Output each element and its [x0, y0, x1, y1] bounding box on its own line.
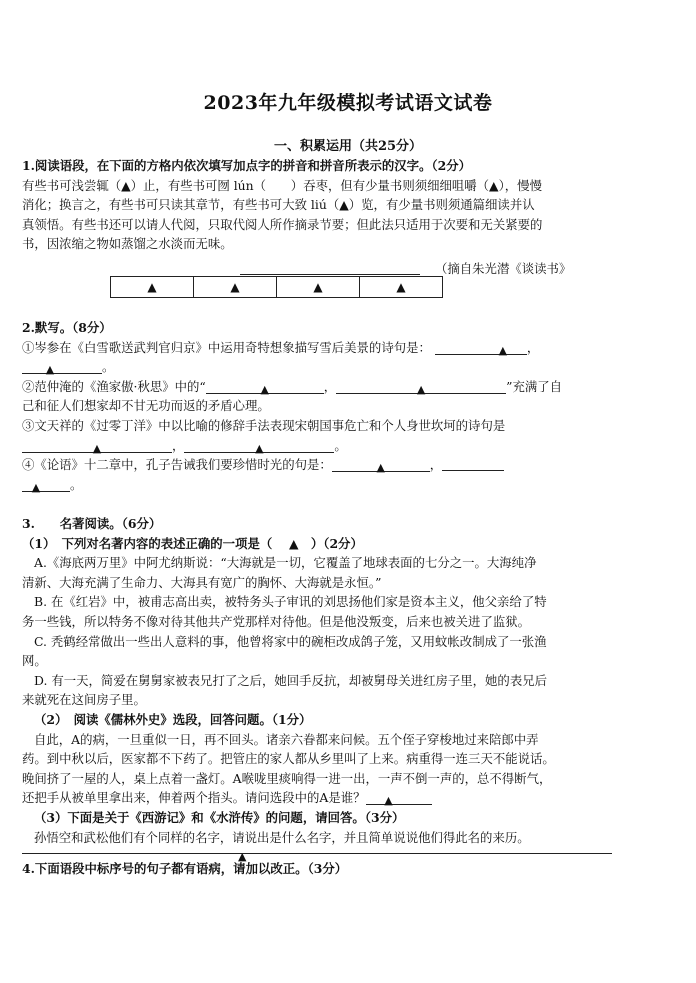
q3-passage-line-2: 药。到中秋以后，医家都不下药了。把管庄的家人都从乡里叫了上来。病重得一连三天不能说话。 — [22, 751, 555, 767]
q2-item-4-cont: ▲ 。 — [22, 475, 672, 495]
answer-rule — [22, 853, 612, 854]
answer-blank[interactable]: ▲ — [336, 379, 506, 394]
answer-blank[interactable]: ▲ — [332, 457, 430, 472]
answer-blank[interactable]: ▲ — [22, 359, 102, 374]
q3-option-a-cont: 清新、大海充满了生命力、大海具有宽广的胸怀、大海就是永恒。” — [22, 574, 382, 590]
question-4 — [22, 859, 672, 879]
q3-option-a: A.《海底两万里》中阿尤纳斯说：“大海就是一切，它覆盖了地球表面的七分之一。大海纯净 — [34, 555, 537, 571]
answer-blank[interactable]: ▲ — [22, 477, 70, 492]
q1-line-2: 消化；换言之，有些书可只读其章节，有些书可大致 liú（▲）览，有少量书则须通篇细读并认 — [22, 197, 535, 213]
answer-blank[interactable]: ▲ — [206, 379, 324, 394]
answer-blank[interactable]: ▲ — [22, 438, 172, 453]
q3-option-d-cont: 来就死在这间房子里。 — [22, 692, 146, 708]
exam-title: 2023年九年级模拟考试语文试卷 — [203, 92, 493, 114]
q2-item-1-text: ①岑参在《白雪歌送武判官归京》中运用奇特想象描写雪后美景的诗句是： — [22, 339, 431, 355]
question-1 — [22, 156, 672, 254]
q2-item-2-cont: 己和征人们想家却不甘无功而返的矛盾心理。 — [22, 398, 270, 414]
answer-cell[interactable]: ▲ — [194, 277, 277, 297]
question-2 — [22, 318, 672, 494]
q3-sub-1: （1） 下列对名著内容的表述正确的一项是（ ▲ ）（2分） — [22, 535, 363, 551]
q3-sub-3: （3）下面是关于《西游记》和《水浒传》的问题，请回答。（3分） — [34, 809, 405, 825]
q4-stem: 4.下面语段中标序号的句子都有语病，请加以改正。（3分） — [22, 861, 348, 876]
q3-option-c: C. 秃鹤经常做出一些出人意料的事，他曾将家中的碗柜改成鸽子笼，又用蚊帐改制成了一张渔 — [34, 633, 547, 649]
q1-source-rule — [240, 274, 420, 275]
q2-item-4: ④《论语》十二章中，孔子告诫我们要珍惜时光的句是： ▲ ， — [22, 455, 672, 475]
answer-blank[interactable]: ▲ — [435, 340, 527, 355]
section-heading: 一、积累运用（共25分） — [273, 139, 423, 154]
answer-cell[interactable]: ▲ — [277, 277, 360, 297]
q3-passage-line-3: 晚间挤了一屋的人，桌上点着一盏灯。A喉咙里痰响得一进一出，一声不倒一声的，总不得断气， — [22, 770, 552, 786]
q1-line-4: 书，因浓缩之物如蒸馏之水淡而无味。 — [22, 236, 233, 252]
q3-option-b-cont: 务一些钱，所以特务不像对待其他共产党那样对待他。但是他没叛变，后来也被关进了监狱。 — [22, 613, 531, 629]
q2-item-3: ③文天祥的《过零丁洋》中以比喻的修辞手法表现宋朝国事危亡和个人身世坎坷的诗句是 — [22, 417, 506, 433]
q1-stem: 1.阅读语段，在下面的方格内依次填写加点字的拼音和拼音所表示的汉字。（2分） — [22, 158, 472, 173]
q1-source: （摘自朱光潜《谈读书》 — [435, 261, 572, 276]
answer-blank[interactable] — [442, 456, 504, 471]
answer-grid — [110, 276, 443, 298]
answer-cell[interactable]: ▲ — [111, 277, 194, 297]
q3-stem: 3. 名著阅读。（6分） — [22, 516, 162, 531]
q2-item-2: ②范仲淹的《渔家傲·秋思》中的“ ▲ ， ▲ ”充满了自 — [22, 378, 563, 396]
q3-sub-2: （2） 阅读《儒林外史》选段，回答问题。（1分） — [34, 711, 312, 727]
q3-option-d: D. 有一天，简爱在舅舅家被表兄打了之后，她回手反抗，却被舅母关进红房子里，她的表兄后 — [34, 672, 547, 688]
q2-stem: 2.默写。（8分） — [22, 320, 112, 335]
answer-blank[interactable]: ▲ — [184, 438, 334, 453]
q3-option-c-cont: 网。 — [22, 653, 47, 669]
q2-item-1: ①岑参在《白雪歌送武判官归京》中运用奇特想象描写雪后美景的诗句是： ▲ ， — [22, 339, 540, 357]
q3-passage-line-1: 自此，A的病，一旦重似一日，再不回头。诸亲六眷都来问候。五个侄子穿梭地过来陪郎中弄 — [34, 731, 539, 747]
q2-item-3-blanks: ▲ ， ▲ 。 — [22, 436, 672, 456]
q1-line-3: 真领悟。有些书还可以请人代阅，只取代阅人所作摘录节要；但此法只适用于次要和无关紧要的 — [22, 216, 543, 232]
q1-line-1: 有些书可浅尝辄（▲）止，有些书可囫 lún（ ）吞枣，但有少量书则须细细咀嚼（▲），慢慢 — [22, 177, 542, 193]
answer-cell[interactable]: ▲ — [396, 280, 406, 294]
question-3 — [22, 514, 672, 865]
triangle-mark: ▲ — [238, 850, 247, 864]
answer-blank[interactable]: ▲ — [366, 790, 432, 805]
q3-passage-line-4: 还把手从被单里拿出来，伸着两个指头。请问选段中的A是谁？ ▲ — [22, 788, 672, 808]
q2-item-1-cont: ▲ 。 — [22, 357, 672, 377]
q3-option-b: B. 在《红岩》中，被甫志高出卖，被特务头子审讯的刘思扬他们家是资本主义，他父亲给了特 — [34, 594, 547, 610]
q3-sub-3-question: 孙悟空和武松他们有个同样的名字，请说出是什么名字，并且简单说说他们得此名的来历。 — [34, 829, 530, 845]
